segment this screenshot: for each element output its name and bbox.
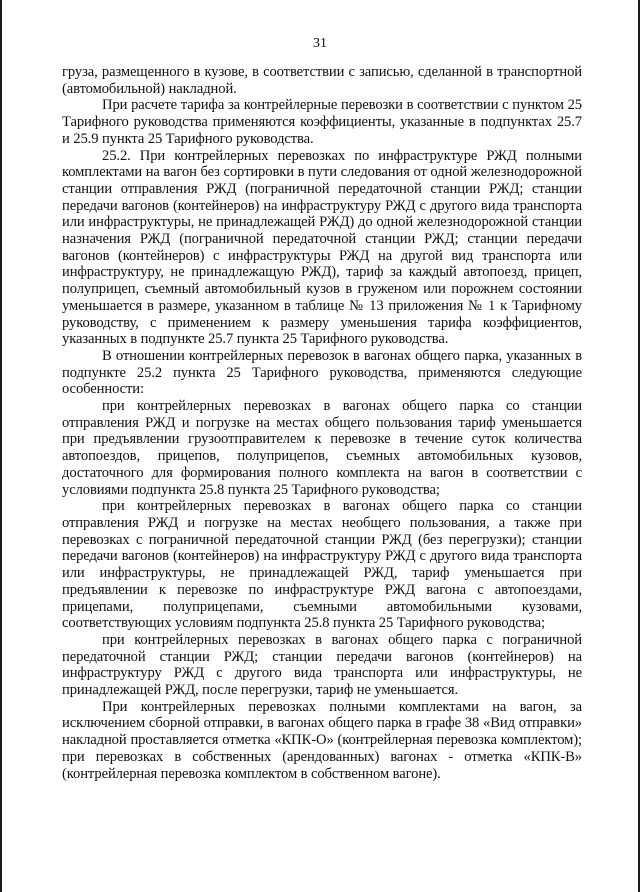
page-number: 31	[313, 36, 327, 51]
paragraph-continuation: груза, размещенного в кузове, в соответствии с записью, сделанной в транспортной (автомобильной) накладной.	[62, 64, 582, 97]
document-body	[62, 64, 582, 782]
scan-border-left	[0, 0, 2, 892]
paragraph-clause-25-2: 25.2. При контрейлерных перевозках по инфраструктуре РЖД полными комплектами на вагон без сортировки в пути следования от одной железнодорожной станции отправления РЖД (пограничной передаточной станции РЖД; станции передачи вагонов (контейнеров) на инфраструктуру РЖД с другого вида транспорта или инфраструктуры, не принадлежащей РЖД) до одной железнодорожной станции назначения РЖД (пограничной передаточной станции РЖД; станции передачи вагонов (контейнеров) с инфраструктуры РЖД на другой вид транспорта или инфраструктуру, не принадлежащую РЖД), тариф за каждый автопоезд, прицеп, полуприцеп, съемный автомобильный кузов в груженом или порожнем состоянии уменьшается в размере, указанном в таблице № 13 приложения № 1 к Тарифному руководству, с применением к размеру уменьшения тарифа коэффициентов, указанных в подпункте 25.7 пункта 25 Тарифного руководства.	[62, 147, 582, 348]
paragraph-after-reloading: при контрейлерных перевозках в вагонах общего парка с пограничной передаточной станции РЖД; станции передачи вагонов (контейнеров) на инфраструктуру РЖД с другого вида транспорта или инфраструктуры, не принадлежащей РЖД, после перегрузки, тариф не уменьшается.	[62, 631, 582, 699]
paragraph-tariff-coefficients: При расчете тарифа за контрейлерные перевозки в соответствии с пунктом 25 Тарифного руководства применяются коэффициенты, указанные в подпунктах 25.7 и 25.9 пункта 25 Тарифного руководства.	[62, 97, 582, 147]
paragraph-kpk-marks: При контрейлерных перевозках полными комплектами на вагон, за исключением сборной отправки, в вагонах общего парка в графе 38 «Вид отправки» накладной проставляется отметка «КПК-О» (контрейлерная перевозка комплектом); при перевозках в собственных (арендованных) вагонах - отметка «КПК-В» (контрейлерная перевозка комплектом в собственном вагоне).	[62, 698, 582, 782]
paragraph-general-fleet-intro: В отношении контрейлерных перевозок в вагонах общего парка, указанных в подпункте 25.2 пункта 25 Тарифного руководства, применяются следующие особенности:	[62, 347, 582, 398]
paragraph-public-loading: при контрейлерных перевозках в вагонах общего парка со станции отправления РЖД и погрузке на местах общего пользования тариф уменьшается при предъявлении грузоотправителем к перевозке в течение суток количества автопоездов, прицепов, полуприцепов, съемных автомобильных кузовов, достаточного для формирования полного комплекта на вагон в соответствии с условиями подпункта 25.8 пункта 25 Тарифного руководства;	[62, 398, 582, 498]
paragraph-private-loading: при контрейлерных перевозках в вагонах общего парка со станции отправления РЖД и погрузке на местах необщего пользования, а также при перевозках с пограничной передаточной станции РЖД (без перегрузки); станции передачи вагонов (контейнеров) на инфраструктуру РЖД с другого вида транспорта или инфраструктуры, не принадлежащей РЖД, тариф уменьшается при предъявлении к перевозке по инфраструктуре РЖД вагона с автопоездами, прицепами, полуприцепами, съемными автомобильными кузовами, соответствующих условиям подпункта 25.8 пункта 25 Тарифного руководства;	[62, 498, 582, 632]
